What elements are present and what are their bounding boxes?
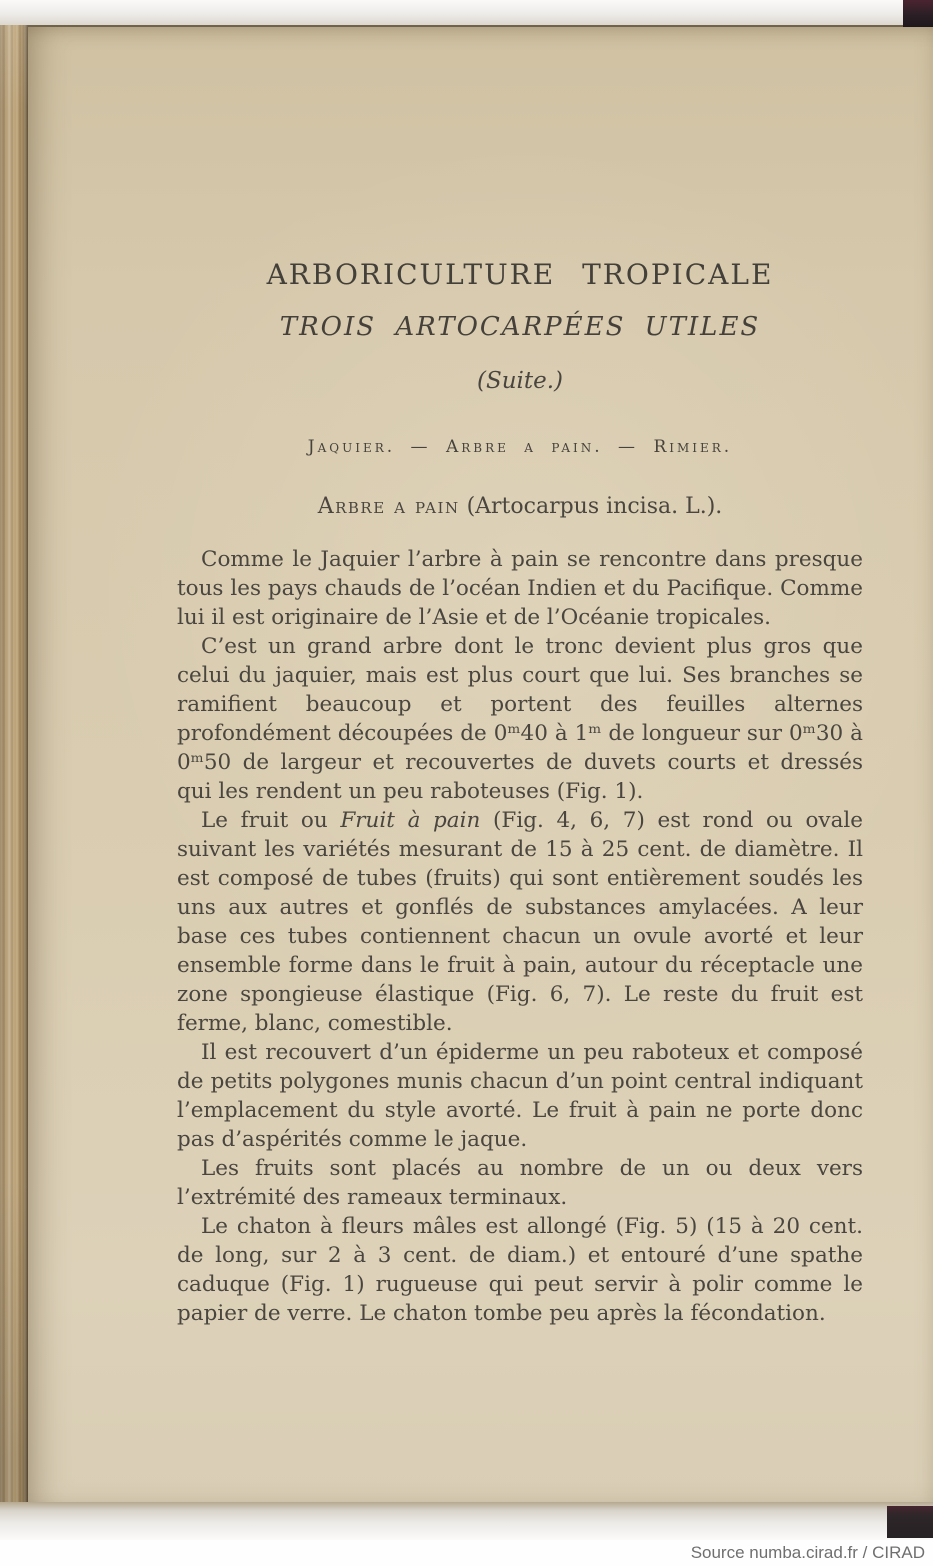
scanned-page [28,25,933,1502]
page-bottom-shadow [0,1502,933,1540]
paragraph-text: Comme le Jaquier l’arbre à pain se rencontre dans presque tous les pays chauds de l’océan Indien et du Pacifique. Comme lui il est originaire de l’Asie et de l’Océanie tropicales. [177,547,863,630]
paragraph [177,545,863,632]
book-cover-corner-bottom-right [887,1506,933,1538]
chapter-kicker: Jaquier. — Arbre a pain. — Rimier. [307,437,733,457]
paragraph-text: (Fig. 4, 6, 7) est rond ou ovale suivant les variétés mesurant de 15 à 25 cent. de diamètre. Il est composé de tubes (fruits) qui sont entièrement soudés les uns aux autres et gonflés de substances amylacées. A leur base ces tubes contiennent chacun un ovule avorté et leur ensemble forme dans le fruit à pain, autour du réceptacle une zone spongieuse élastique (Fig. 6, 7). Le reste du fruit est ferme, blanc, comestible. [177,808,863,1036]
book-cover-corner-top-right [903,0,933,27]
suite-note: (Suite.) [476,368,564,394]
paragraph-text-italic: Fruit à pain [340,808,481,833]
section-heading [177,492,863,522]
paragraph-text: C’est un grand arbre dont le tronc devient plus gros que celui du jaquier, mais est plus court que lui. Ses branches se ramifient beaucoup et portent des feuilles alternes profondément découpées de 0ᵐ40 à 1ᵐ de longueur sur 0ᵐ30 à 0ᵐ50 de largeur et recouvertes de duvets courts et dressés qui les rendent un peu raboteuses (Fig. 1). [177,634,863,804]
page-content [177,258,863,1328]
page-title: ARBORICULTURE TROPICALE [266,258,774,291]
paragraph-text: Il est recouvert d’un épiderme un peu raboteux et composé de petits polygones munis chacun d’un point central indiquant l’emplacement du style avorté. Le fruit à pain ne porte donc pas d’aspérités comme le jaque. [177,1040,863,1152]
source-attribution: Source numba.cirad.fr / CIRAD [690,1543,925,1562]
body-text [177,545,863,1328]
source-bar [0,1540,933,1566]
section-heading-latin: (Artocarpus incisa. L.). [459,494,723,519]
paragraph-text: Les fruits sont placés au nombre de un ou deux vers l’extrémité des rameaux terminaux. [177,1156,863,1210]
book-page-edges-left [0,25,28,1502]
paragraph [177,806,863,1038]
scanner-background-top [0,0,933,25]
page-subtitle: TROIS ARTOCARPÉES UTILES [279,312,761,342]
paragraph [177,1038,863,1154]
section-heading-name: Arbre a pain [317,494,460,519]
paragraph-text: Le chaton à fleurs mâles est allongé (Fig. 5) (15 à 20 cent. de long, sur 2 à 3 cent. de diam.) et entouré d’une spathe caduque (Fig. 1) rugueuse qui peut servir à polir comme le papier de verre. Le chaton tombe peu après la fécondation. [177,1214,863,1326]
paragraph [177,1212,863,1328]
paragraph [177,1154,863,1212]
paragraph-text: Le fruit ou [201,808,341,833]
paragraph [177,632,863,806]
